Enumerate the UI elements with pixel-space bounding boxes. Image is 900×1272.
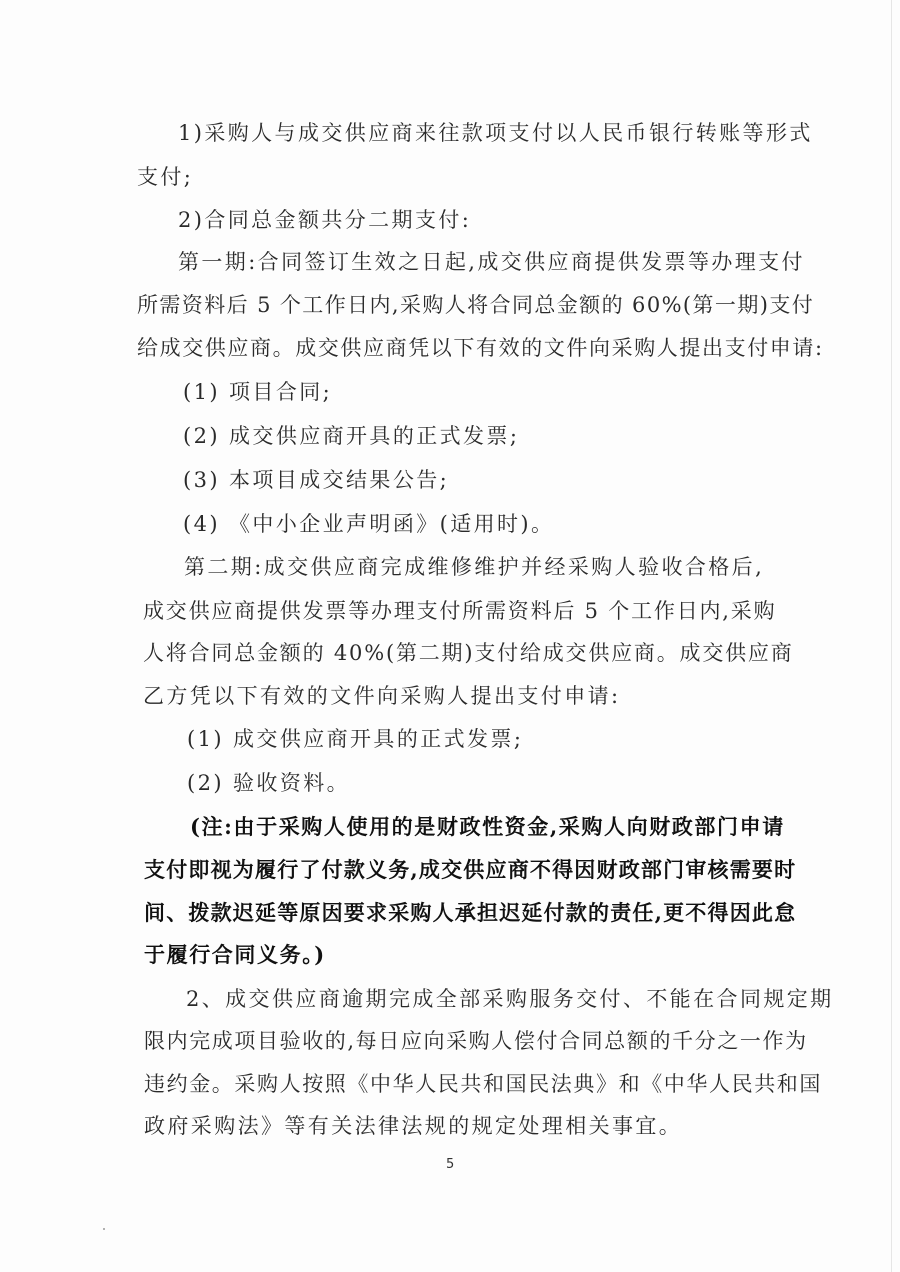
scan-dot [103, 1228, 105, 1230]
text-line-19: 违约金。采购人按照《中华人民共和国民法典》和《中华人民共和国 [144, 1072, 822, 1096]
text-line-4: 第一期:合同签订生效之日起,成交供应商提供发票等办理支付 [178, 250, 805, 274]
text-line-11: 第二期:成交供应商完成维修维护并经采购人验收合格后, [184, 555, 765, 579]
text-line-20: 政府采购法》等有关法律法规的规定处理相关事宜。 [144, 1114, 683, 1138]
text-line-6: 给成交供应商。成交供应商凭以下有效的文件向采购人提出支付申请: [137, 336, 824, 360]
text-line-1: 1)采购人与成交供应商来往款项支付以人民币银行转账等形式 [178, 121, 813, 145]
text-line-12: 成交供应商提供发票等办理支付所需资料后 5 个工作日内,采购 [143, 599, 777, 623]
text-line-13: 人将合同总金额的 40%(第二期)支付给成交供应商。成交供应商 [143, 641, 794, 665]
page-number: 5 [446, 1157, 455, 1172]
text-line-7: (1) 项目合同; [183, 380, 333, 404]
text-line-15: (1) 成交供应商开具的正式发票; [187, 727, 524, 751]
note-line-1: (注:由于采购人使用的是财政性资金,采购人向财政部门申请 [190, 814, 785, 839]
text-line-10: (4) 《中小企业声明函》(适用时)。 [183, 512, 555, 536]
note-line-4: 于履行合同义务。) [144, 942, 326, 967]
text-line-17: 2、成交供应商逾期完成全部采购服务交付、不能在合同规定期 [186, 987, 834, 1011]
text-line-14: 乙方凭以下有效的文件向采购人提出支付申请: [143, 684, 621, 708]
text-line-3: 2)合同总金额共分二期支付: [178, 208, 472, 232]
note-line-3: 间、拨款迟延等原因要求采购人承担迟延付款的责任,更不得因此怠 [144, 900, 797, 925]
text-line-9: (3) 本项目成交结果公告; [183, 468, 450, 492]
text-line-2: 支付; [137, 165, 194, 189]
text-line-18: 限内完成项目验收的,每日应向采购人偿付合同总额的千分之一作为 [144, 1029, 808, 1053]
note-line-2: 支付即视为履行了付款义务,成交供应商不得因财政部门审核需要时 [144, 857, 797, 882]
text-line-16: (2) 验收资料。 [187, 771, 351, 795]
text-line-5: 所需资料后 5 个工作日内,采购人将合同总金额的 60%(第一期)支付 [137, 293, 815, 317]
text-line-8: (2) 成交供应商开具的正式发票; [183, 424, 520, 448]
